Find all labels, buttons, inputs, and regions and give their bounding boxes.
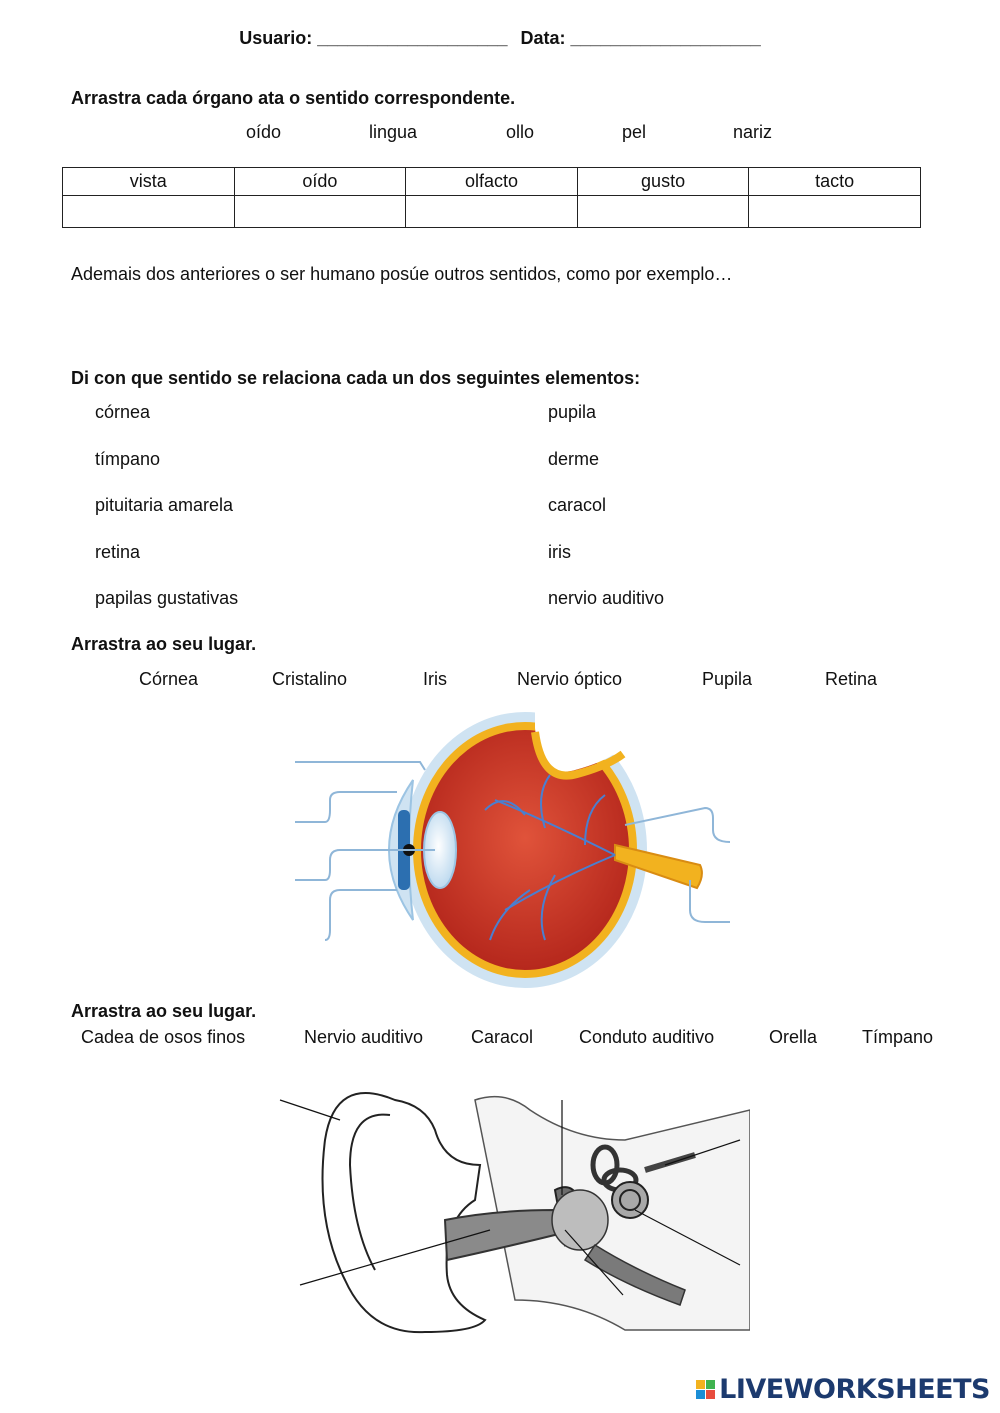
organ-chip[interactable]: oído — [246, 122, 282, 142]
liveworksheets-logo — [696, 1374, 990, 1405]
logo-icon — [696, 1380, 715, 1399]
eye-label-chip[interactable]: Iris — [423, 669, 447, 689]
drop-cell[interactable] — [63, 196, 235, 228]
element-item: iris — [548, 542, 571, 562]
pinna-shape — [323, 1093, 486, 1332]
drop-cell[interactable] — [406, 196, 578, 228]
middle-ear-cavity — [552, 1190, 608, 1250]
ear-diagram — [275, 1070, 750, 1350]
cochlea-shape — [612, 1182, 648, 1218]
table-header-cell: oído — [234, 168, 406, 196]
eye-label-chip[interactable]: Cristalino — [272, 669, 348, 689]
ear-label-chip[interactable]: Nervio auditivo — [304, 1027, 424, 1047]
section4-title: Arrastra ao seu lugar. — [71, 1001, 257, 1021]
eye-label-chip[interactable]: Nervio óptico — [517, 669, 623, 689]
table-header-cell: gusto — [577, 168, 749, 196]
table-header-cell: tacto — [749, 168, 921, 196]
drop-cell[interactable] — [749, 196, 921, 228]
element-item: pituitaria amarela — [95, 495, 234, 515]
header-line — [0, 28, 1000, 49]
organ-chip[interactable]: nariz — [733, 122, 773, 142]
organ-chip[interactable]: lingua — [369, 122, 418, 142]
element-item: derme — [548, 449, 600, 469]
table-header-cell: vista — [63, 168, 235, 196]
eye-diagram — [285, 710, 745, 995]
drop-cell[interactable] — [577, 196, 749, 228]
element-item: nervio auditivo — [548, 588, 665, 608]
extra-senses-text: Ademais dos anteriores o ser humano posúe outros sentidos, como por exemplo… — [71, 264, 733, 284]
eye-label-chip[interactable]: Retina — [825, 669, 878, 689]
section1-title: Arrastra cada órgano ata o sentido correspondente. — [71, 88, 516, 108]
element-item: pupila — [548, 402, 597, 422]
element-item: retina — [95, 542, 141, 562]
ear-label-chip[interactable]: Orella — [769, 1027, 818, 1047]
senses-table — [62, 167, 921, 228]
date-field-label: Data: ___________________ — [520, 28, 761, 48]
eye-label-chip[interactable]: Pupila — [702, 669, 753, 689]
drop-cell[interactable] — [234, 196, 406, 228]
element-item: caracol — [548, 495, 607, 515]
element-item: papilas gustativas — [95, 588, 239, 608]
ear-label-chip[interactable]: Conduto auditivo — [579, 1027, 715, 1047]
eye-label-chip[interactable]: Córnea — [139, 669, 199, 689]
section2-title: Di con que sentido se relaciona cada un dos seguintes elementos: — [71, 368, 641, 388]
section3-title: Arrastra ao seu lugar. — [71, 634, 257, 654]
element-item: córnea — [95, 402, 151, 422]
user-field-label: Usuario: ___________________ — [239, 28, 508, 48]
organ-chip[interactable]: pel — [622, 122, 647, 142]
organ-chip[interactable]: ollo — [506, 122, 535, 142]
ear-label-chip[interactable]: Caracol — [471, 1027, 534, 1047]
ear-label-chip[interactable]: Cadea de osos finos — [81, 1027, 246, 1047]
ear-label-chip[interactable]: Tímpano — [862, 1027, 934, 1047]
table-header-cell: olfacto — [406, 168, 578, 196]
element-item: tímpano — [95, 449, 161, 469]
logo-text: LIVEWORKSHEETS — [719, 1374, 990, 1405]
